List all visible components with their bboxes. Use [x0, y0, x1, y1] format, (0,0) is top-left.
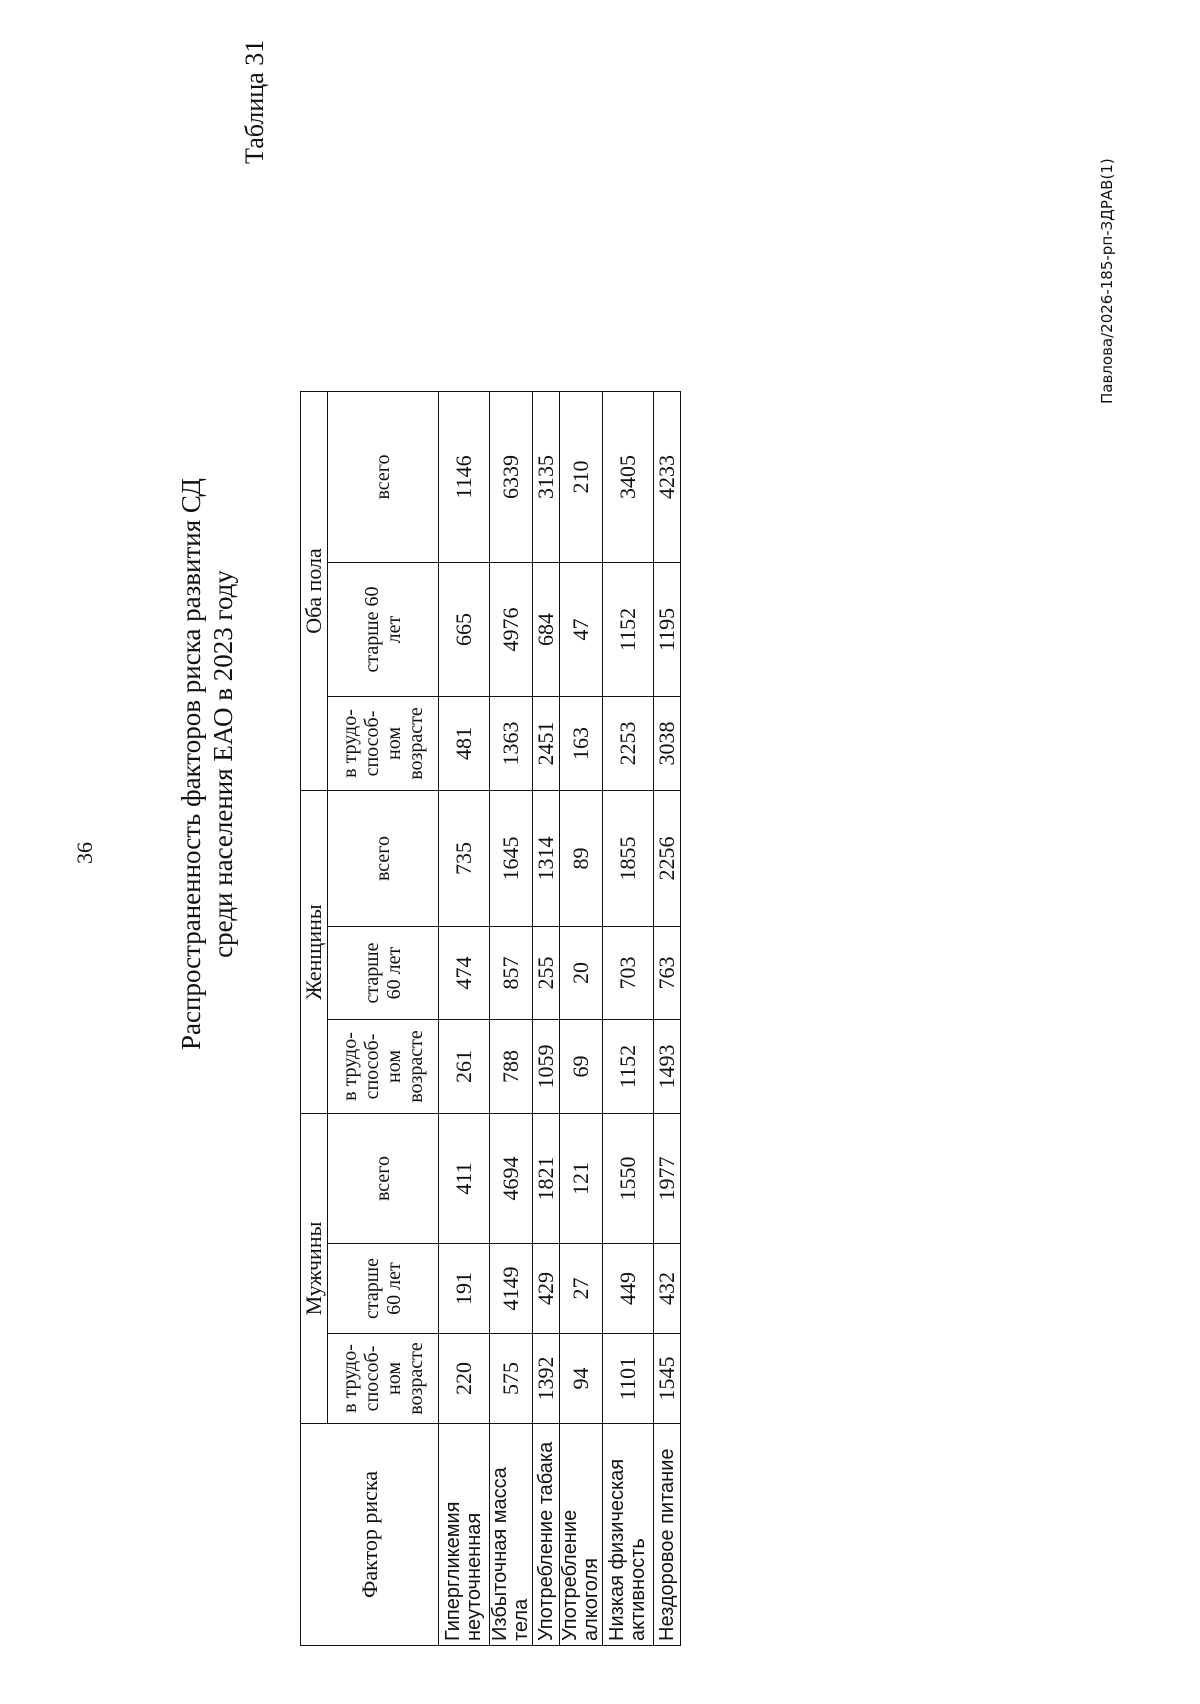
value-cell: 735 [439, 791, 490, 927]
value-cell: 4976 [490, 563, 533, 697]
subheader-total: всего [328, 392, 439, 563]
value-cell: 1059 [533, 1020, 560, 1114]
value-cell: 1645 [490, 791, 533, 927]
table-row [533, 392, 560, 1646]
value-cell: 3405 [603, 392, 654, 563]
subheader-over60 [328, 927, 439, 1020]
factor-cell: Избыточная масса тела [490, 1424, 533, 1646]
value-cell: 1821 [533, 1114, 560, 1244]
value-cell: 210 [560, 392, 603, 563]
subheader-line: ном [383, 727, 405, 760]
subheader-line: старше [361, 1258, 383, 1320]
value-cell: 20 [560, 927, 603, 1020]
value-cell: 432 [654, 1244, 681, 1334]
value-cell: 1146 [439, 392, 490, 563]
subheader-line: способ- [361, 1345, 383, 1412]
risk-factor-table [300, 391, 681, 1646]
subheader-working-age [328, 1020, 439, 1114]
title-line-1: Распространенность факторов риска развития СД [176, 478, 206, 1050]
subheader-line: возрасте [405, 1030, 427, 1103]
value-cell: 763 [654, 927, 681, 1020]
subheader-line: ном [383, 1362, 405, 1395]
value-cell: 1314 [533, 791, 560, 927]
value-cell: 94 [560, 1334, 603, 1424]
value-cell: 4149 [490, 1244, 533, 1334]
value-cell: 3135 [533, 392, 560, 563]
group-header-both: Оба пола [301, 392, 328, 791]
value-cell: 1152 [603, 1020, 654, 1114]
value-cell: 703 [603, 927, 654, 1020]
value-cell: 47 [560, 563, 603, 697]
subheader-total: всего [328, 1114, 439, 1244]
document-title [175, 384, 239, 1144]
value-cell: 1392 [533, 1334, 560, 1424]
subheader-working-age [328, 1334, 439, 1424]
subheader-line: в трудо- [339, 1032, 361, 1101]
subheader-line: ном [383, 1050, 405, 1083]
value-cell: 3038 [654, 697, 681, 791]
table-row [439, 392, 490, 1646]
value-cell: 1545 [654, 1334, 681, 1424]
value-cell: 89 [560, 791, 603, 927]
table-row [654, 392, 681, 1646]
value-cell: 4694 [490, 1114, 533, 1244]
value-cell: 1101 [603, 1334, 654, 1424]
value-cell: 1195 [654, 563, 681, 697]
factor-cell: Гипергликемия неуточненная [439, 1424, 490, 1646]
value-cell: 163 [560, 697, 603, 791]
value-cell: 1550 [603, 1114, 654, 1244]
page-number: 36 [72, 842, 97, 864]
value-cell: 27 [560, 1244, 603, 1334]
value-cell: 220 [439, 1334, 490, 1424]
value-cell: 191 [439, 1244, 490, 1334]
subheader-over60 [328, 1244, 439, 1334]
value-cell: 2253 [603, 697, 654, 791]
value-cell: 2451 [533, 697, 560, 791]
subheader-over60 [328, 563, 439, 697]
factor-cell: Низкая физическая активность [603, 1424, 654, 1646]
value-cell: 1363 [490, 697, 533, 791]
subheader-line: способ- [361, 1033, 383, 1100]
value-cell: 69 [560, 1020, 603, 1114]
value-cell: 1977 [654, 1114, 681, 1244]
subheader-line: 60 лет [383, 946, 405, 1000]
factor-cell: Употребление табака [533, 1424, 560, 1646]
value-cell: 684 [533, 563, 560, 697]
factor-cell: Нездоровое питание [654, 1424, 681, 1646]
subheader-line: старше 60 [361, 586, 383, 673]
subheader-line: в трудо- [339, 1344, 361, 1413]
value-cell: 1493 [654, 1020, 681, 1114]
subheader-line: способ- [361, 710, 383, 777]
title-line-2: среди населения ЕАО в 2023 году [208, 570, 238, 958]
value-cell: 788 [490, 1020, 533, 1114]
value-cell: 255 [533, 927, 560, 1020]
value-cell: 857 [490, 927, 533, 1020]
value-cell: 1152 [603, 563, 654, 697]
subheader-line: лет [383, 615, 405, 644]
value-cell: 474 [439, 927, 490, 1020]
table-row [603, 392, 654, 1646]
table-label: Таблица 31 [240, 39, 269, 164]
table-row [490, 392, 533, 1646]
value-cell: 429 [533, 1244, 560, 1334]
value-cell: 4233 [654, 392, 681, 563]
value-cell: 121 [560, 1114, 603, 1244]
value-cell: 2256 [654, 791, 681, 927]
subheader-line: в трудо- [339, 709, 361, 778]
value-cell: 411 [439, 1114, 490, 1244]
value-cell: 261 [439, 1020, 490, 1114]
value-cell: 665 [439, 563, 490, 697]
value-cell: 481 [439, 697, 490, 791]
subheader-working-age [328, 697, 439, 791]
group-header-women: Женщины [301, 791, 328, 1114]
table-row [560, 392, 603, 1646]
document-stamp: Павлова/2026-185-рп-ЗДРАВ(1) [1098, 158, 1116, 404]
factor-cell: Употребление алкоголя [560, 1424, 603, 1646]
group-header-men: Мужчины [301, 1114, 328, 1424]
value-cell: 575 [490, 1334, 533, 1424]
subheader-line: возрасте [405, 707, 427, 780]
factor-header: Фактор риска [301, 1424, 439, 1646]
value-cell: 449 [603, 1244, 654, 1334]
subheader-line: 60 лет [383, 1262, 405, 1315]
subheader-line: возрасте [405, 1342, 427, 1415]
subheader-total: всего [328, 791, 439, 927]
subheader-line: старше [361, 942, 383, 1004]
value-cell: 1855 [603, 791, 654, 927]
value-cell: 6339 [490, 392, 533, 563]
